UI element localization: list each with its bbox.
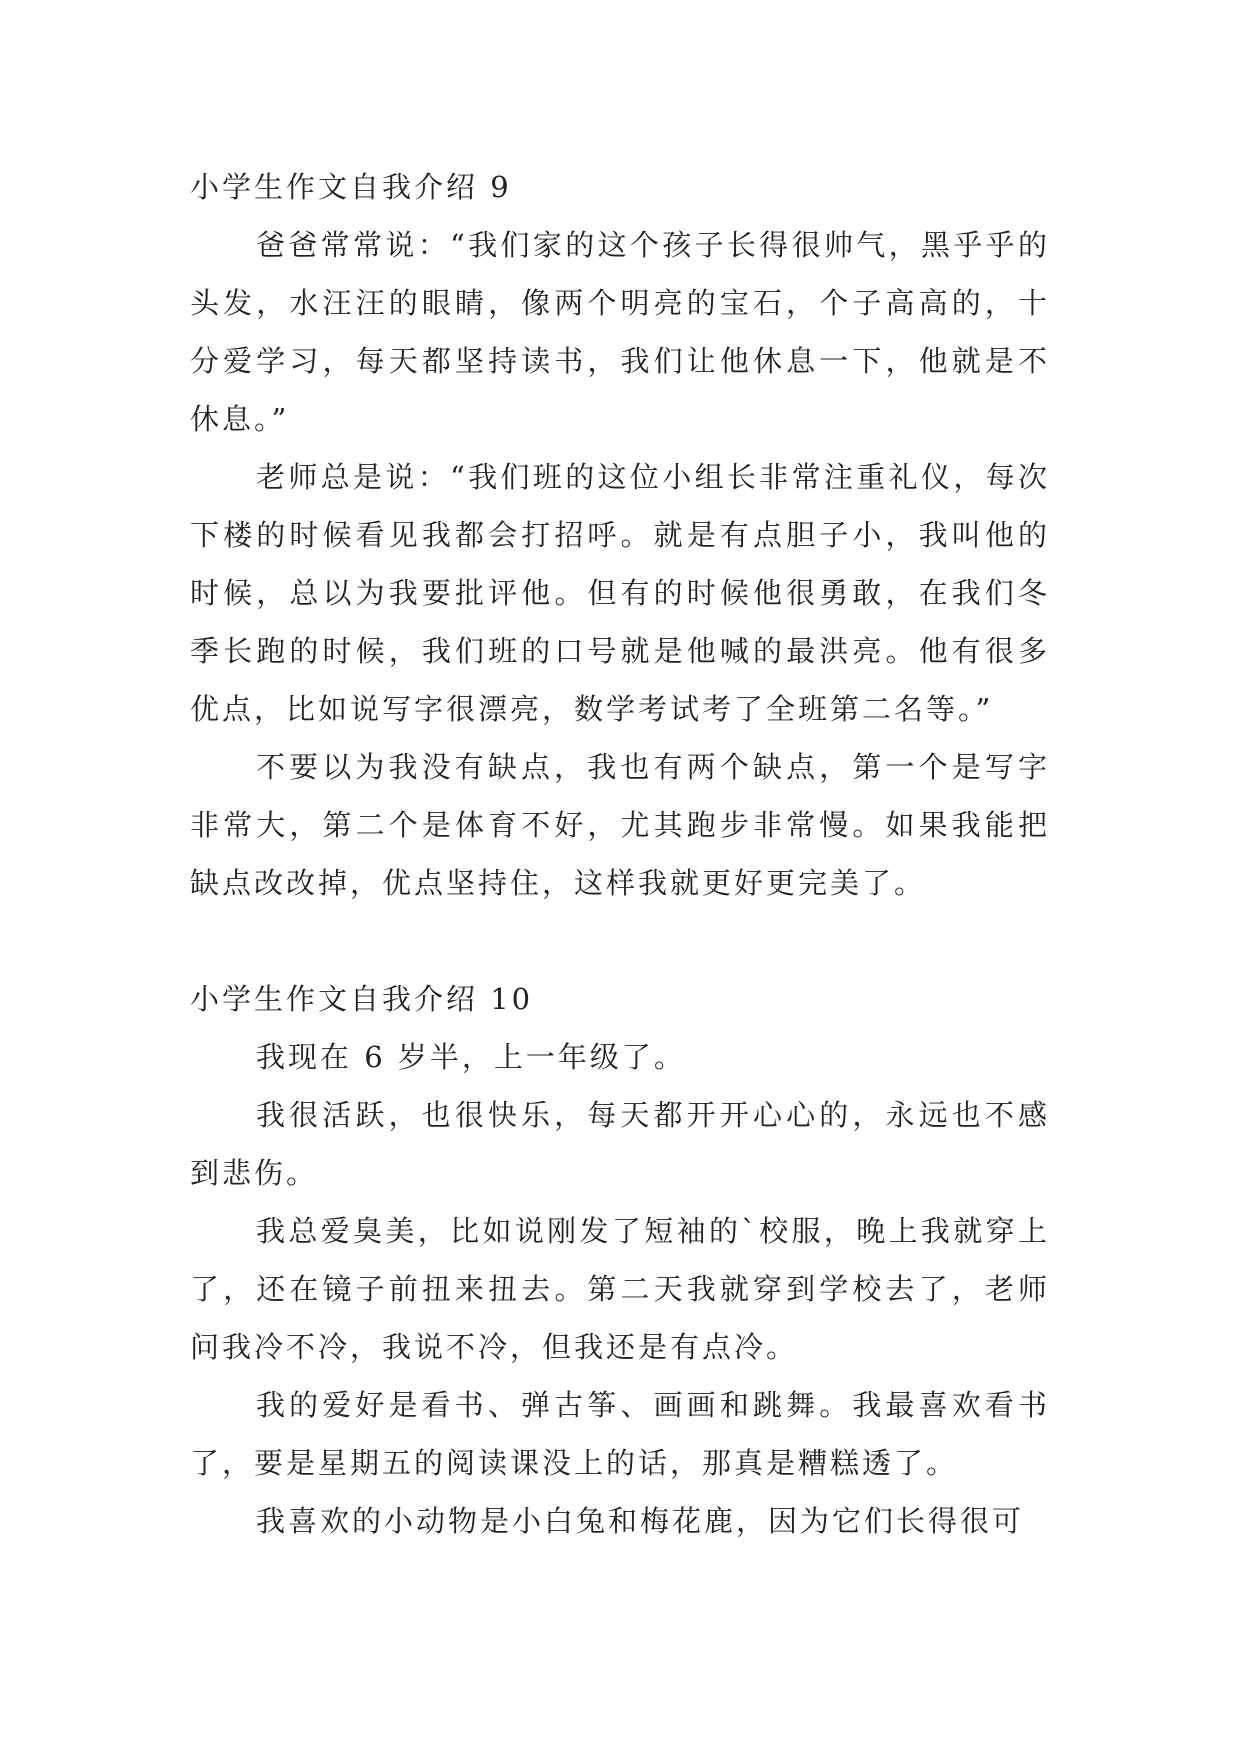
paragraph: 我的爱好是看书、弹古筝、画画和跳舞。我最喜欢看书了，要是星期五的阅读课没上的话，那真是糟糕透了。 bbox=[190, 1388, 1050, 1480]
paragraph: 老师总是说：“我们班的这位小组长非常注重礼仪，每次下楼的时候看见我都会打招呼。就是有点胆子小，我叫他的时候，总以为我要批评他。但有的时候他很勇敢，在我们冬季长跑的时候，我们班的口号就是他喊的最洪亮。他有很多优点，比如说写字很漂亮，数学考试考了全班第二名等。” bbox=[190, 460, 1050, 726]
section-title: 小学生作文自我介绍 10 bbox=[190, 982, 534, 1016]
paragraph: 我现在 6 岁半，上一年级了。 bbox=[256, 1040, 686, 1074]
essay-section-9 bbox=[190, 158, 1050, 912]
essay-section-10 bbox=[190, 970, 1050, 1550]
paragraph: 爸爸常常说：“我们家的这个孩子长得很帅气，黑乎乎的头发，水汪汪的眼睛，像两个明亮的宝石，个子高高的，十分爱学习，每天都坚持读书，我们让他休息一下，他就是不休息。” bbox=[190, 228, 1050, 436]
paragraph: 我很活跃，也很快乐，每天都开开心心的，永远也不感到悲伤。 bbox=[190, 1098, 1050, 1190]
section-spacer bbox=[190, 912, 1050, 970]
document-page bbox=[190, 158, 1050, 1550]
paragraph: 不要以为我没有缺点，我也有两个缺点，第一个是写字非常大，第二个是体育不好，尤其跑步非常慢。如果我能把缺点改改掉，优点坚持住，这样我就更好更完美了。 bbox=[190, 750, 1050, 900]
paragraph: 我总爱臭美，比如说刚发了短袖的`校服，晚上我就穿上了，还在镜子前扭来扭去。第二天我就穿到学校去了，老师问我冷不冷，我说不冷，但我还是有点冷。 bbox=[190, 1214, 1050, 1364]
section-title: 小学生作文自我介绍 9 bbox=[190, 170, 512, 204]
paragraph: 我喜欢的小动物是小白兔和梅花鹿，因为它们长得很可 bbox=[256, 1504, 1025, 1538]
